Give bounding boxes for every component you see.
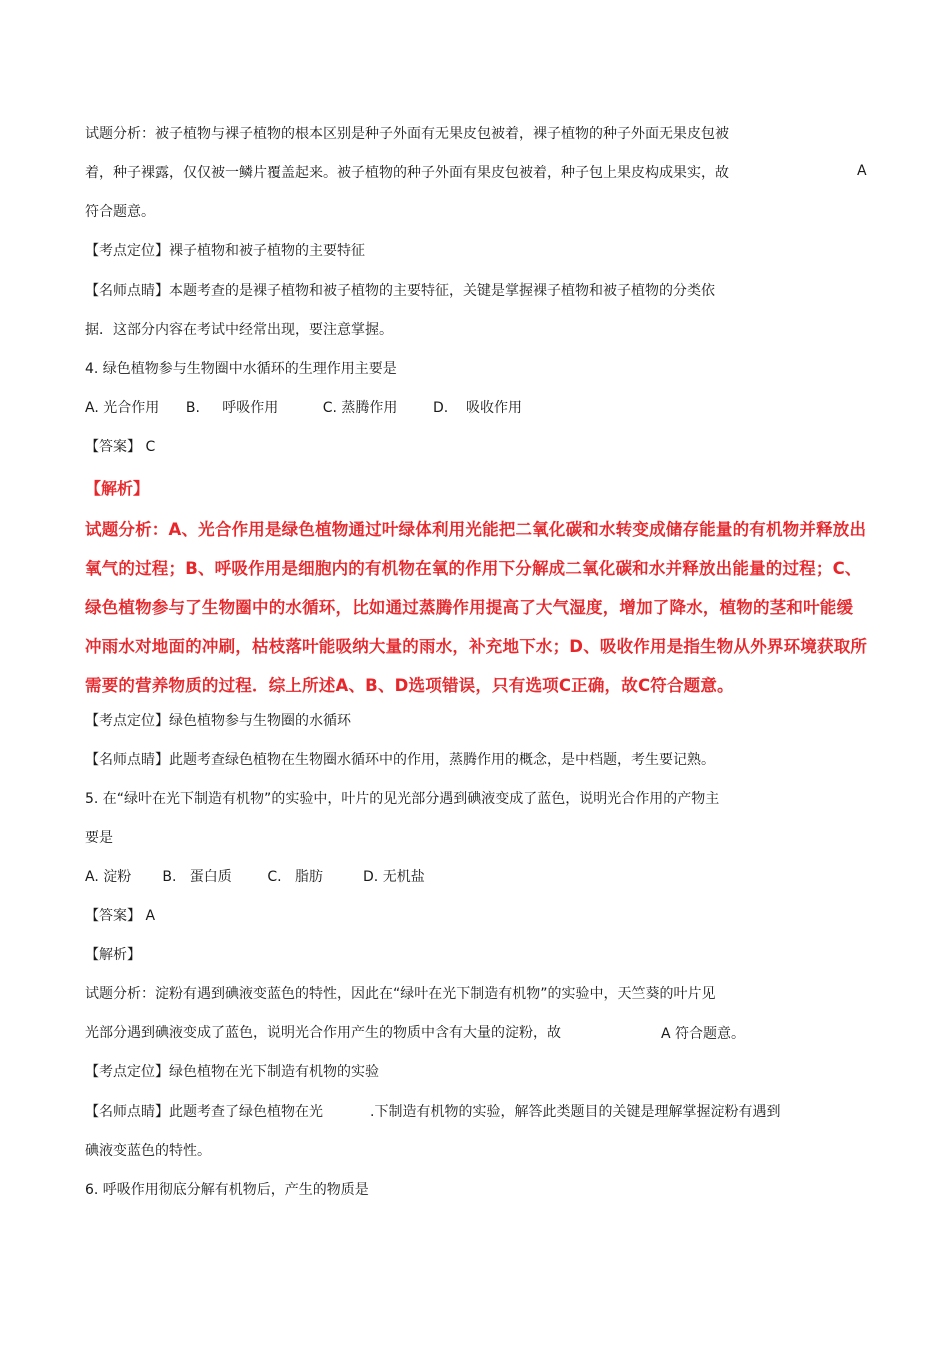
q5-answer: 【答案】 A [85,908,156,924]
q5-mingshi-line2: 碘液变蓝色的特性。 [85,1143,211,1159]
q4-question: 4. 绿色植物参与生物圈中水循环的生理作用主要是 [85,361,397,377]
q5-options: A. 淀粉 B. 蛋白质 C. 脂肪 D. 无机盐 [85,869,425,885]
q5-analysis-line2a: 光部分遇到碘液变成了蓝色，说明光合作用产生的物质中含有大量的淀粉，故 [85,1025,561,1041]
q4-red-line5: 需要的营养物质的过程．综上所述A、B、D选项错误，只有选项C正确，故C符合题意。 [85,676,734,695]
q5-analysis-line2b: A 符合题意。 [661,1026,746,1042]
q5-kaodian: 【考点定位】绿色植物在光下制造有机物的实验 [85,1064,379,1080]
q4-kaodian: 【考点定位】绿色植物参与生物圈的水循环 [85,713,351,729]
q3-mingshi-line2: 据．这部分内容在考试中经常出现，要注意掌握。 [85,322,393,338]
q4-red-line1: 试题分析：A、光合作用是绿色植物通过叶绿体利用光能把二氧化碳和水转变成储存能量的有机物并释放出 [85,520,867,539]
q5-question-line1: 5. 在“绿叶在光下制造有机物”的实验中，叶片的见光部分遇到碘液变成了蓝色，说明光合作用的产物主 [85,791,720,807]
q3-analysis-line1: 试题分析：被子植物与裸子植物的根本区别是种子外面有无果皮包被着，裸子植物的种子外面无果皮包被 [85,126,729,142]
q5-mingshi-line1b: .下制造有机物的实验，解答此类题目的关键是理解掌握淀粉有遇到 [370,1104,781,1120]
q5-mingshi-line1a: 【名师点睛】此题考查了绿色植物在光 [85,1104,323,1120]
q4-red-line2: 氧气的过程；B、呼吸作用是细胞内的有机物在氧的作用下分解成二氧化碳和水并释放出能量的过程；C、 [85,559,862,578]
q5-analysis-line1: 试题分析：淀粉有遇到碘液变蓝色的特性，因此在“绿叶在光下制造有机物”的实验中，天竺葵的叶片见 [85,986,716,1002]
q4-mingshi: 【名师点睛】此题考查绿色植物在生物圈水循环中的作用，蒸腾作用的概念，是中档题，考生要记熟。 [85,752,715,768]
q5-jiexi-heading: 【解析】 [85,947,141,963]
q4-red-line3: 绿色植物参与了生物圈中的水循环，比如通过蒸腾作用提高了大气湿度，增加了降水，植物的茎和叶能缓 [85,598,854,617]
q4-answer: 【答案】 C [85,439,156,455]
q4-options: A. 光合作用 B. 呼吸作用 C. 蒸腾作用 D. 吸收作用 [85,400,523,416]
q6-question: 6. 呼吸作用彻底分解有机物后，产生的物质是 [85,1182,369,1198]
q3-kaodian: 【考点定位】裸子植物和被子植物的主要特征 [85,243,365,259]
q3-answer-letter: A [857,163,867,179]
q5-question-line2: 要是 [85,830,113,846]
q3-analysis-line3: 符合题意。 [85,204,155,220]
q4-jiexi-heading: 【解析】 [85,479,150,498]
q3-analysis-line2: 着，种子裸露，仅仅被一鳞片覆盖起来。被子植物的种子外面有果皮包被着，种子包上果皮构成果实，故 [85,165,729,181]
q3-mingshi-line1: 【名师点睛】本题考查的是裸子植物和被子植物的主要特征，关键是掌握裸子植物和被子植物的分类依 [85,283,715,299]
q4-red-line4: 冲雨水对地面的冲刷，枯枝落叶能吸纳大量的雨水，补充地下水；D、吸收作用是指生物从外界环境获取所 [85,637,868,656]
